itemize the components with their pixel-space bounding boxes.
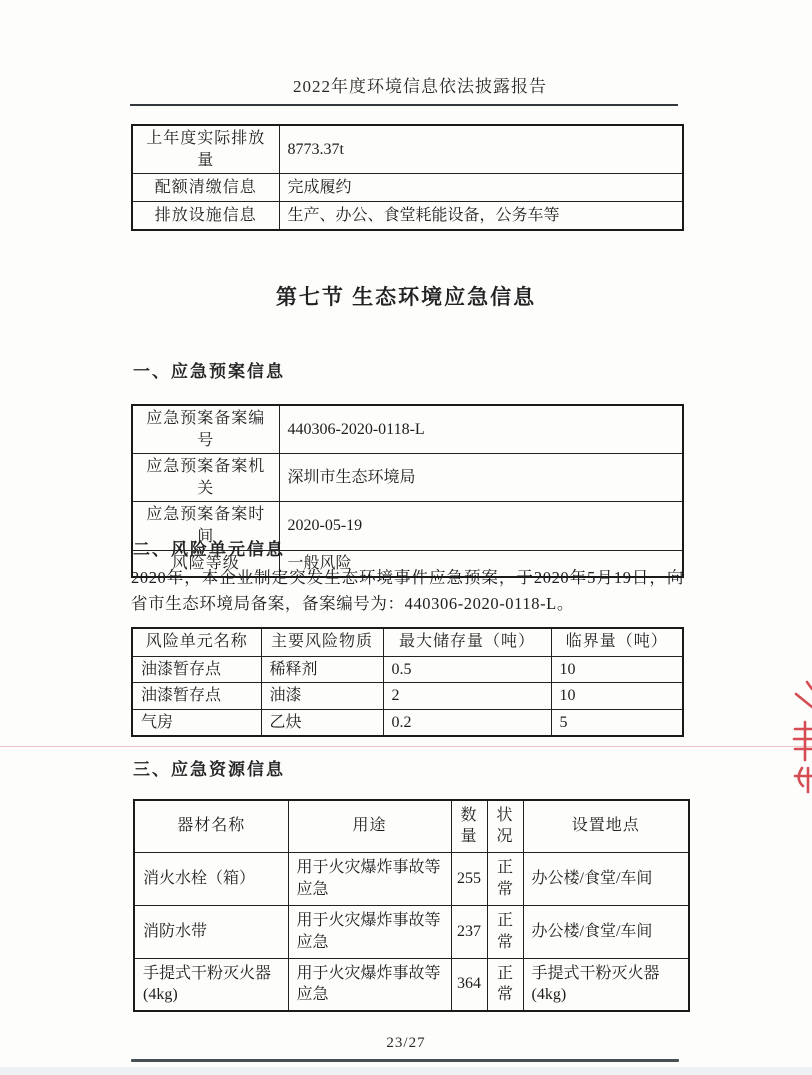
table-row <box>134 905 689 958</box>
row-label: 配额清缴信息 <box>132 174 279 202</box>
cell: 气房 <box>132 709 261 736</box>
emissions-table <box>131 124 684 231</box>
table-row <box>134 852 689 905</box>
row-value: 完成履约 <box>279 174 683 202</box>
column-header: 状况 <box>487 800 523 852</box>
column-header: 临界量（吨） <box>551 628 683 656</box>
section-title: 第七节 生态环境应急信息 <box>275 285 537 309</box>
table-row <box>132 656 683 683</box>
column-header: 风险单元名称 <box>132 628 261 656</box>
table-row <box>134 958 689 1011</box>
table-row <box>132 709 683 736</box>
cell: 乙炔 <box>261 709 383 736</box>
table-row <box>132 202 683 230</box>
row-value: 8773.37t <box>279 125 683 174</box>
cell: 255 <box>451 852 487 905</box>
cell: 0.5 <box>383 656 551 683</box>
row-value: 一般风险 <box>279 550 683 577</box>
cell: 10 <box>551 683 683 710</box>
emergency-resource-table <box>133 799 690 1012</box>
row-label: 排放设施信息 <box>132 202 279 230</box>
column-header: 数量 <box>451 800 487 852</box>
row-label: 上年度实际排放量 <box>132 125 279 174</box>
cell: 办公楼/食堂/车间 <box>523 852 689 905</box>
subsection-heading-3: 三、应急资源信息 <box>133 760 285 779</box>
cell: 正常 <box>487 905 523 958</box>
table-row <box>132 405 683 454</box>
row-value: 深圳市生态环境局 <box>279 454 683 502</box>
scan-bottom-edge <box>0 1067 812 1075</box>
cell: 稀释剂 <box>261 656 383 683</box>
cell: 10 <box>551 656 683 683</box>
cell: 2 <box>383 683 551 710</box>
table-row <box>132 454 683 502</box>
page-number: 23/27 <box>386 1035 426 1051</box>
row-label: 应急预案备案编号 <box>132 405 279 454</box>
cell: 油漆暂存点 <box>132 683 261 710</box>
cell: 用于火灾爆炸事故等应急 <box>288 958 451 1011</box>
footer-rule <box>131 1059 679 1062</box>
subsection-heading-2: 二、风险单元信息 <box>133 540 285 559</box>
cell: 364 <box>451 958 487 1011</box>
table-header-row <box>132 628 683 656</box>
table-row <box>132 683 683 710</box>
header-rule <box>130 104 678 106</box>
cell: 正常 <box>487 958 523 1011</box>
cell: 油漆暂存点 <box>132 656 261 683</box>
scan-artifact-line <box>0 746 812 747</box>
table-header-row <box>134 800 689 852</box>
row-label: 应急预案备案时间 <box>132 502 279 550</box>
cell: 消火水栓（箱） <box>134 852 288 905</box>
cell: 消防水带 <box>134 905 288 958</box>
cell: 0.2 <box>383 709 551 736</box>
cell: 手提式干粉灭火器(4kg) <box>523 958 689 1011</box>
cell: 237 <box>451 905 487 958</box>
cell: 用于火灾爆炸事故等应急 <box>288 905 451 958</box>
column-header: 用途 <box>288 800 451 852</box>
cell: 用于火灾爆炸事故等应急 <box>288 852 451 905</box>
column-header: 器材名称 <box>134 800 288 852</box>
cell: 手提式干粉灭火器(4kg) <box>134 958 288 1011</box>
column-header: 设置地点 <box>523 800 689 852</box>
risk-unit-table <box>131 627 684 737</box>
cell: 5 <box>551 709 683 736</box>
column-header: 最大储存量（吨） <box>383 628 551 656</box>
table-row <box>132 125 683 174</box>
document-header-title: 2022年度环境信息依法披露报告 <box>293 77 547 96</box>
row-value: 生产、办公、食堂耗能设备，公务车等 <box>279 202 683 230</box>
column-header: 主要风险物质 <box>261 628 383 656</box>
red-seal-stamp-icon <box>788 678 812 794</box>
cell: 办公楼/食堂/车间 <box>523 905 689 958</box>
cell: 正常 <box>487 852 523 905</box>
row-value: 2020-05-19 <box>279 502 683 550</box>
risk-unit-paragraph: 2020年，本企业制定突发生态环境事件应急预案，于2020年5月19日，向省市生态环境局备案，备案编号为：440306-2020-0118-L。 <box>131 568 684 613</box>
subsection-heading-1: 一、应急预案信息 <box>133 362 285 381</box>
row-label: 风险等级 <box>132 550 279 577</box>
row-value: 440306-2020-0118-L <box>279 405 683 454</box>
row-label: 应急预案备案机关 <box>132 454 279 502</box>
table-row <box>132 174 683 202</box>
cell: 油漆 <box>261 683 383 710</box>
